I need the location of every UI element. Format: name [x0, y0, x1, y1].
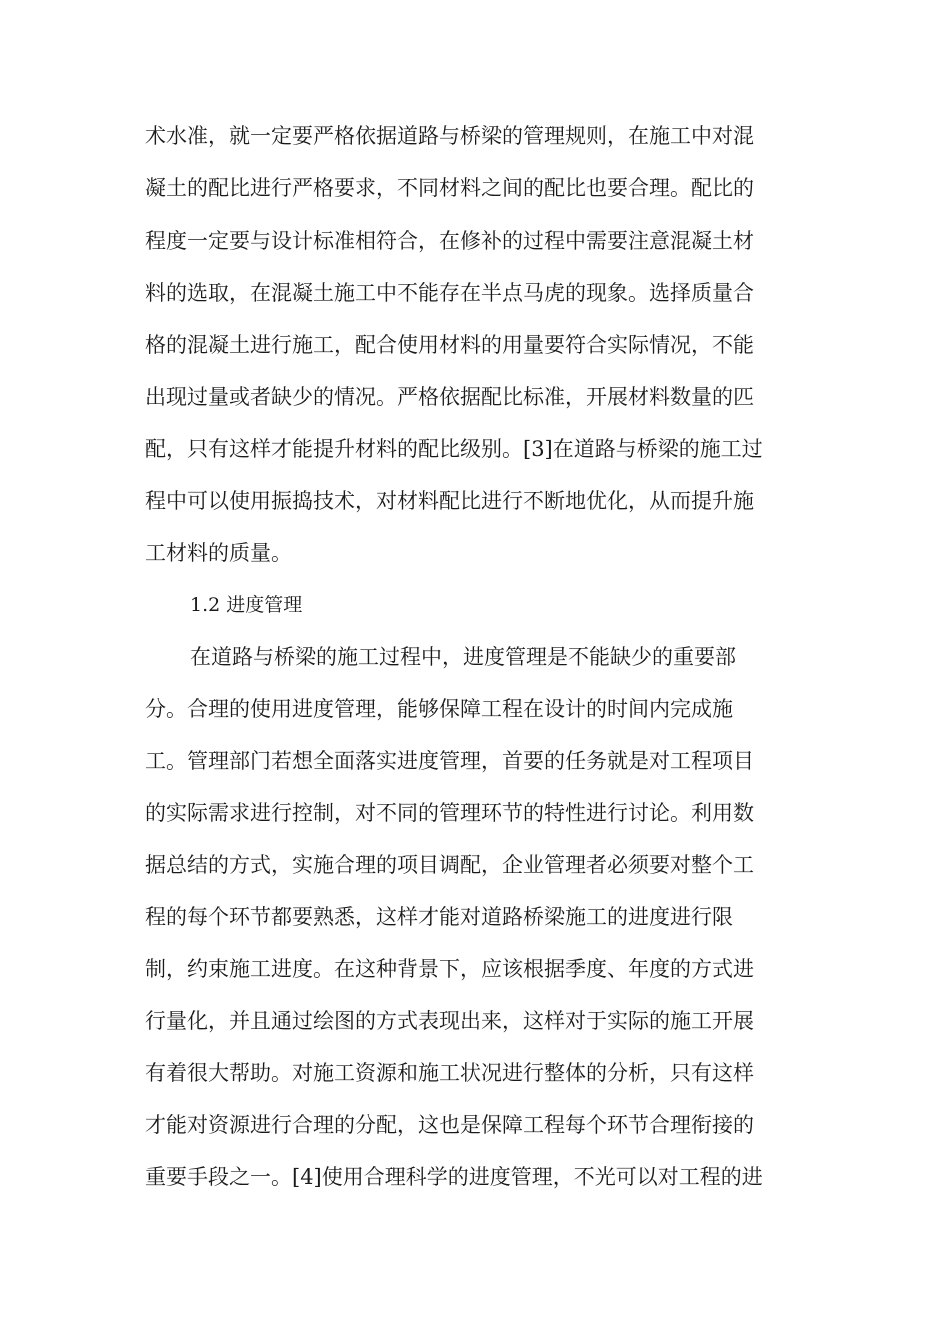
- paragraph-line: 行量化，并且通过绘图的方式表现出来，这样对于实际的施工开展: [145, 1009, 754, 1033]
- paragraph-line: 制，约束施工进度。在这种背景下，应该根据季度、年度的方式进: [145, 957, 754, 981]
- paragraph-line: 的实际需求进行控制，对不同的管理环节的特性进行讨论。利用数: [145, 801, 754, 825]
- paragraph-line: 分。合理的使用进度管理，能够保障工程在设计的时间内完成施: [145, 697, 733, 721]
- paragraph-line: 配，只有这样才能提升材料的配比级别。[3]在道路与桥梁的施工过: [145, 437, 763, 461]
- paragraph-line: 程度一定要与设计标准相符合，在修补的过程中需要注意混凝土材: [145, 229, 754, 253]
- paragraph-line: 在道路与桥梁的施工过程中，进度管理是不能缺少的重要部: [190, 645, 736, 669]
- paragraph-line: 凝土的配比进行严格要求，不同材料之间的配比也要合理。配比的: [145, 176, 754, 200]
- paragraph-line: 格的混凝土进行施工，配合使用材料的用量要符合实际情况，不能: [145, 333, 754, 357]
- paragraph-line: 工。管理部门若想全面落实进度管理，首要的任务就是对工程项目: [145, 749, 754, 773]
- paragraph-line: 重要手段之一。[4]使用合理科学的进度管理，不光可以对工程的进: [145, 1165, 763, 1189]
- section-heading: 1.2 进度管理: [190, 594, 303, 616]
- paragraph-line: 据总结的方式，实施合理的项目调配，企业管理者必须要对整个工: [145, 853, 754, 877]
- paragraph-line: 料的选取，在混凝土施工中不能存在半点马虎的现象。选择质量合: [145, 281, 754, 305]
- paragraph-line: 才能对资源进行合理的分配，这也是保障工程每个环节合理衔接的: [145, 1113, 754, 1137]
- paragraph-line: 程中可以使用振捣技术，对材料配比进行不断地优化，从而提升施: [145, 489, 754, 513]
- paragraph-line: 出现过量或者缺少的情况。严格依据配比标准，开展材料数量的匹: [145, 385, 754, 409]
- paragraph-line: 工材料的质量。: [145, 541, 292, 565]
- paragraph-line: 程的每个环节都要熟悉，这样才能对道路桥梁施工的进度进行限: [145, 905, 733, 929]
- paragraph-line: 有着很大帮助。对施工资源和施工状况进行整体的分析，只有这样: [145, 1061, 754, 1085]
- paragraph-line: 术水准，就一定要严格依据道路与桥梁的管理规则，在施工中对混: [145, 124, 754, 148]
